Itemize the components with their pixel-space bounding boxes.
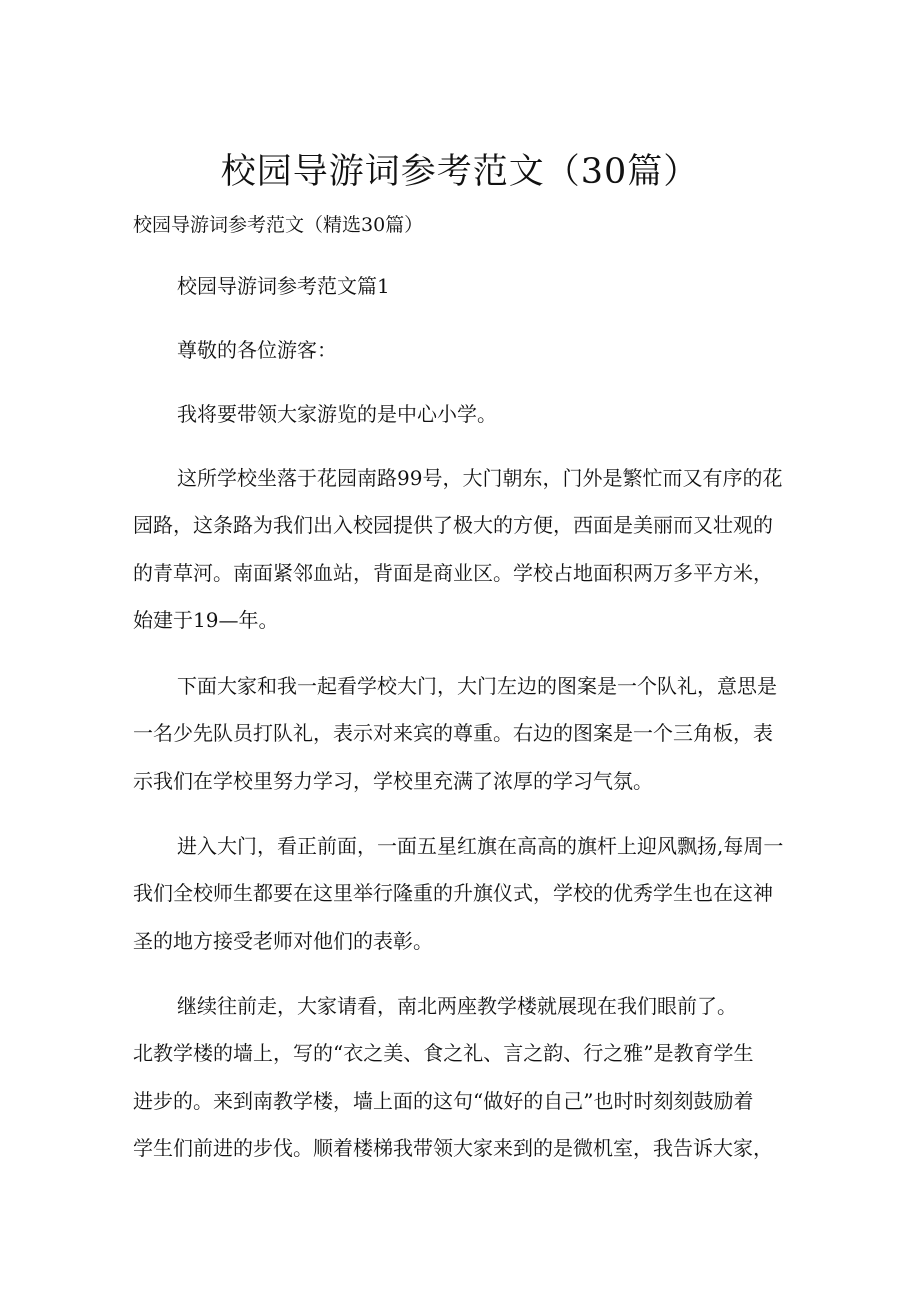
paragraph-line: 的青草河。南面紧邻血站，背面是商业区。学校占地面积两万多平方米， xyxy=(133,561,773,585)
paragraph-line: 进入大门，看正前面，一面五星红旗在高高的旗杆上迎风飘扬,每周一 xyxy=(177,834,784,858)
greeting-line: 尊敬的各位游客： xyxy=(177,338,337,362)
paragraph-line: 圣的地方接受老师对他们的表彰。 xyxy=(133,929,433,953)
paragraph-line: 示我们在学校里努力学习，学校里充满了浓厚的学习气氛。 xyxy=(133,769,653,793)
document-subtitle: 校园导游词参考范文（精选30篇） xyxy=(133,214,424,236)
paragraph-line: 园路，这条路为我们出入校园提供了极大的方便，西面是美丽而又壮观的 xyxy=(133,513,773,537)
section-heading: 校园导游词参考范文篇1 xyxy=(177,274,390,298)
paragraph-line: 这所学校坐落于花园南路99号，大门朝东，门外是繁忙而又有序的花 xyxy=(177,466,783,490)
paragraph-line: 学生们前进的步伐。顺着楼梯我带领大家来到的是微机室，我告诉大家， xyxy=(133,1136,773,1160)
paragraph-line: 我将要带领大家游览的是中心小学。 xyxy=(177,402,497,426)
paragraph-line: 始建于19—年。 xyxy=(133,608,279,632)
paragraph-line: 下面大家和我一起看学校大门，大门左边的图案是一个队礼，意思是 xyxy=(177,674,777,698)
document-title: 校园导游词参考范文（30篇） xyxy=(220,152,700,192)
paragraph-line: 进步的。来到南教学楼，墙上面的这句“做好的自己”也时时刻刻鼓励着 xyxy=(133,1089,754,1113)
paragraph-line: 一名少先队员打队礼，表示对来宾的尊重。右边的图案是一个三角板，表 xyxy=(133,721,773,745)
paragraph-line: 继续往前走，大家请看，南北两座教学楼就展现在我们眼前了。 xyxy=(177,994,737,1018)
paragraph-line: 我们全校师生都要在这里举行隆重的升旗仪式，学校的优秀学生也在这神 xyxy=(133,881,773,905)
paragraph-line: 北教学楼的墙上，写的“衣之美、食之礼、言之韵、行之雅”是教育学生 xyxy=(133,1041,754,1065)
